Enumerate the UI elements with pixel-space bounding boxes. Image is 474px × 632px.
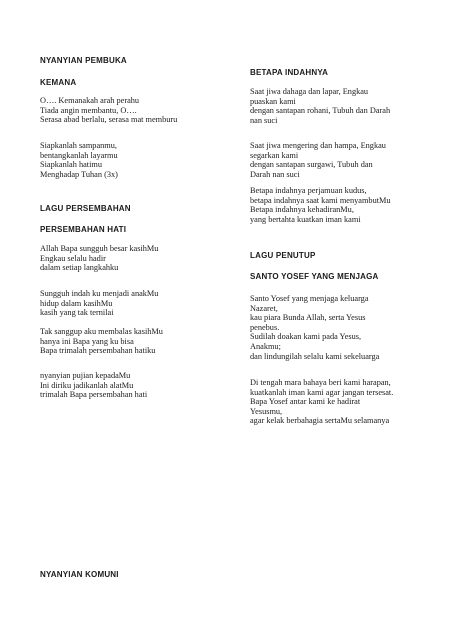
- heading-nyanyian-pembuka: NYANYIAN PEMBUKA: [40, 56, 127, 65]
- verse-line: hidup dalam kasihMu: [40, 298, 113, 308]
- verse-line: segarkan kami: [250, 150, 299, 160]
- verse-line: Siapkanlah hatimu: [40, 160, 102, 170]
- verse-line: Betapa indahnya kehadiranMu,: [250, 205, 354, 215]
- heading-lagu-penutup: LAGU PENUTUP: [250, 251, 316, 260]
- verse-line: Bapa Yosef antar kami ke hadirat: [250, 397, 361, 407]
- verse-line: Sungguh indah ku menjadi anakMu: [40, 289, 159, 298]
- stanza-persembahan-3: [40, 327, 163, 356]
- verse-line: Anakmu;: [250, 341, 281, 351]
- verse-line: nan suci: [250, 115, 278, 125]
- song-title-santo-yosef: SANTO YOSEF YANG MENJAGA: [250, 272, 379, 281]
- verse-line: Tiada angin membantu, O….: [40, 105, 137, 115]
- verse-line: nyanyian pujian kepadaMu: [40, 371, 131, 380]
- verse-line: kasih yang tak ternilai: [40, 308, 114, 318]
- verse-line: Menghadap Tuhan (3x): [40, 169, 118, 179]
- verse-line: Ini diriku jadikanlah alatMu: [40, 380, 134, 390]
- verse-line: Sudilah doakan kami pada Yesus,: [250, 332, 362, 342]
- verse-line: trimalah Bapa persembahan hati: [40, 390, 148, 400]
- verse-line: Saat jiwa mengering dan hampa, Engkau: [250, 141, 386, 150]
- verse-line: Allah Bapa sungguh besar kasihMu: [40, 244, 159, 253]
- song-title-betapa-indahnya: BETAPA INDAHNYA: [250, 68, 329, 77]
- verse-line: agar kelak berbahagia sertaMu selamanya: [250, 416, 390, 426]
- stanza-persembahan-4: [40, 371, 147, 400]
- heading-nyanyian-komuni: NYANYIAN KOMUNI: [40, 570, 119, 579]
- verse-line: Betapa indahnya perjamuan kudus,: [250, 186, 367, 195]
- verse-line: kau piara Bunda Allah, serta Yesus: [250, 313, 366, 323]
- verse-line: Engkau selalu hadir: [40, 253, 106, 263]
- verse-line: bentangkanlah layarmu: [40, 150, 118, 160]
- stanza-yosef-1: [250, 294, 379, 361]
- verse-line: hanya ini Bapa yang ku bisa: [40, 336, 134, 346]
- verse-line: dan lindungilah selalu kami sekeluarga: [250, 351, 380, 361]
- verse-line: Tak sanggup aku membalas kasihMu: [40, 327, 163, 336]
- song-title-persembahan-hati: PERSEMBAHAN HATI: [40, 225, 127, 234]
- verse-line: penebus.: [250, 322, 280, 332]
- verse-line: dalam setiap langkahku: [40, 263, 119, 273]
- stanza-yosef-2: [250, 378, 393, 426]
- verse-line: Nazaret,: [250, 303, 278, 313]
- verse-line: betapa indahnya saat kami menyambutMu: [250, 195, 391, 205]
- song-title-kemana: KEMANA: [40, 78, 77, 87]
- stanza-kemana-2: [40, 141, 118, 179]
- verse-line: Serasa abad berlalu, serasa mat memburu: [40, 115, 178, 125]
- stanza-persembahan-1: [40, 244, 158, 273]
- heading-lagu-persembahan: LAGU PERSEMBAHAN: [40, 204, 131, 213]
- stanza-betapa-2: [250, 141, 386, 179]
- verse-line: yang bertahta kuatkan iman kami: [250, 214, 361, 224]
- verse-line: kuatkanlah iman kami agar jangan tersesat.: [250, 387, 394, 397]
- verse-line: Bapa trimalah persembahan hatiku: [40, 346, 156, 356]
- stanza-betapa-3: [250, 186, 391, 224]
- stanza-persembahan-2: [40, 289, 158, 318]
- verse-line: dengan santapan surgawi, Tubuh dan: [250, 160, 373, 170]
- stanza-kemana-1: [40, 96, 177, 125]
- stanza-betapa-1: [250, 87, 390, 125]
- verse-line: Saat jiwa dahaga dan lapar, Engkau: [250, 87, 369, 96]
- verse-line: Di tengah mara bahaya beri kami harapan,: [250, 378, 391, 387]
- verse-line: Darah nan suci: [250, 169, 300, 179]
- verse-line: Siapkanlah sampanmu,: [40, 141, 117, 150]
- verse-line: Santo Yosef yang menjaga keluarga: [250, 294, 369, 303]
- verse-line: puaskan kami: [250, 96, 296, 106]
- verse-line: O…. Kemanakah arah perahu: [40, 96, 140, 105]
- verse-line: dengan santapan rohani, Tubuh dan Darah: [250, 106, 391, 116]
- verse-line: Yesusmu,: [250, 406, 283, 416]
